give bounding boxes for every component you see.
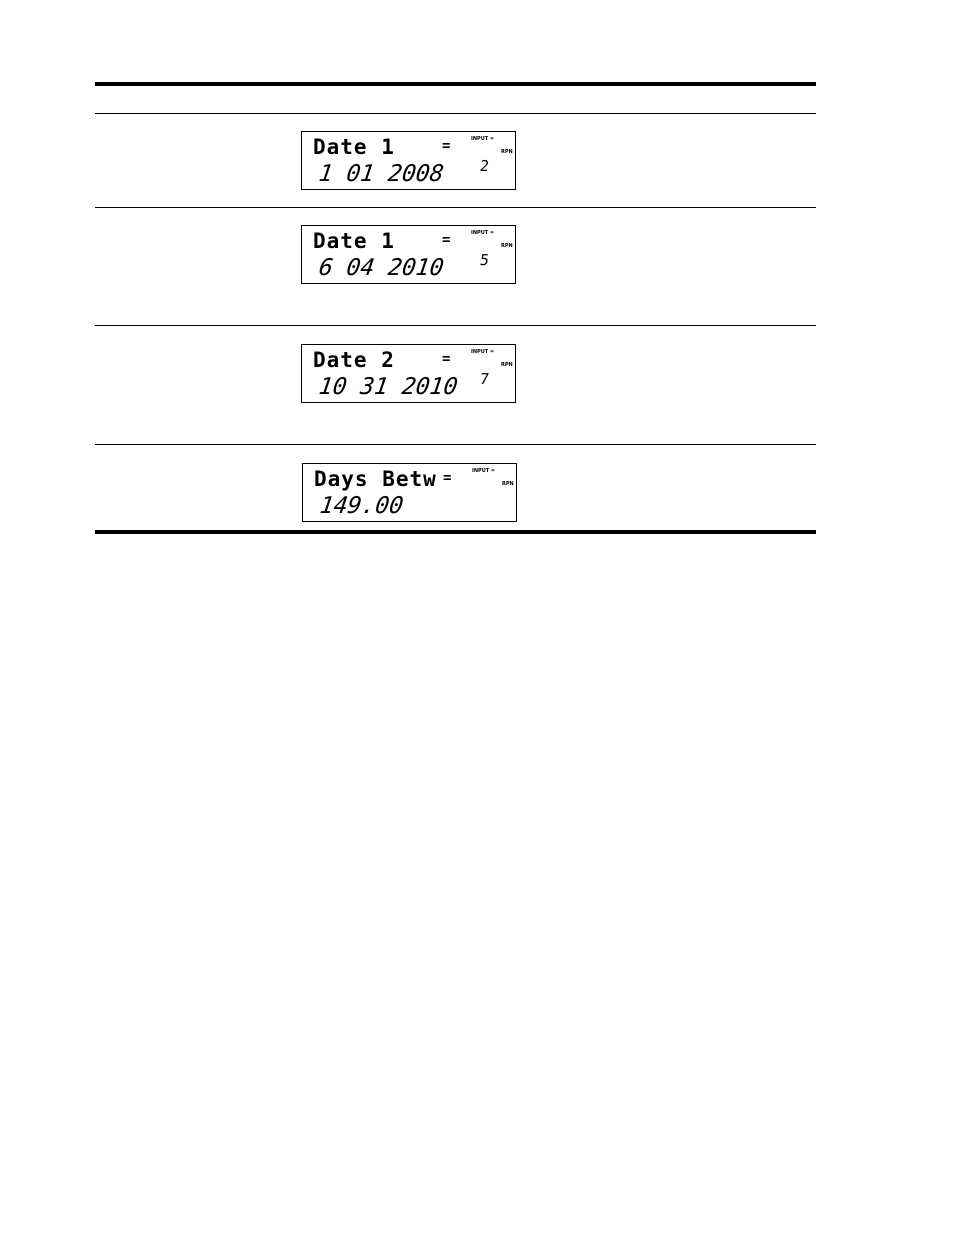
lcd-value: 6 04 2010 [317,255,446,281]
rpn-annunciator: RPN [501,149,513,155]
input-annunciator: INPUT = [471,349,495,355]
lcd-equals: = [442,232,451,248]
input-annunciator: INPUT = [472,468,496,474]
table-bottom-rule [95,530,816,534]
row-divider-2 [95,325,816,326]
input-annunciator: INPUT = [471,136,495,142]
lcd-label: Date 1 [313,135,395,159]
lcd-display-2 [301,225,516,284]
rpn-annunciator: RPN [502,481,514,487]
lcd-display-1 [301,131,516,190]
lcd-display-4 [302,463,517,522]
lcd-value: 149.00 [318,493,405,519]
lcd-value: 10 31 2010 [317,374,460,400]
lcd-step-indicator: 7 [478,370,491,388]
lcd-step-indicator: 5 [478,251,491,269]
table-top-rule [95,82,816,86]
lcd-label: Days Betw [314,467,437,491]
row-divider-1 [95,207,816,208]
lcd-equals: = [443,470,452,486]
lcd-equals: = [442,351,451,367]
input-annunciator: INPUT = [471,230,495,236]
lcd-display-3 [301,344,516,403]
lcd-label: Date 2 [313,348,395,372]
rpn-annunciator: RPN [501,362,513,368]
lcd-step-indicator: 2 [478,157,491,175]
lcd-value: 1 01 2008 [317,161,446,187]
lcd-label: Date 1 [313,229,395,253]
header-divider [95,113,816,114]
rpn-annunciator: RPN [501,243,513,249]
row-divider-3 [95,444,816,445]
lcd-equals: = [442,138,451,154]
